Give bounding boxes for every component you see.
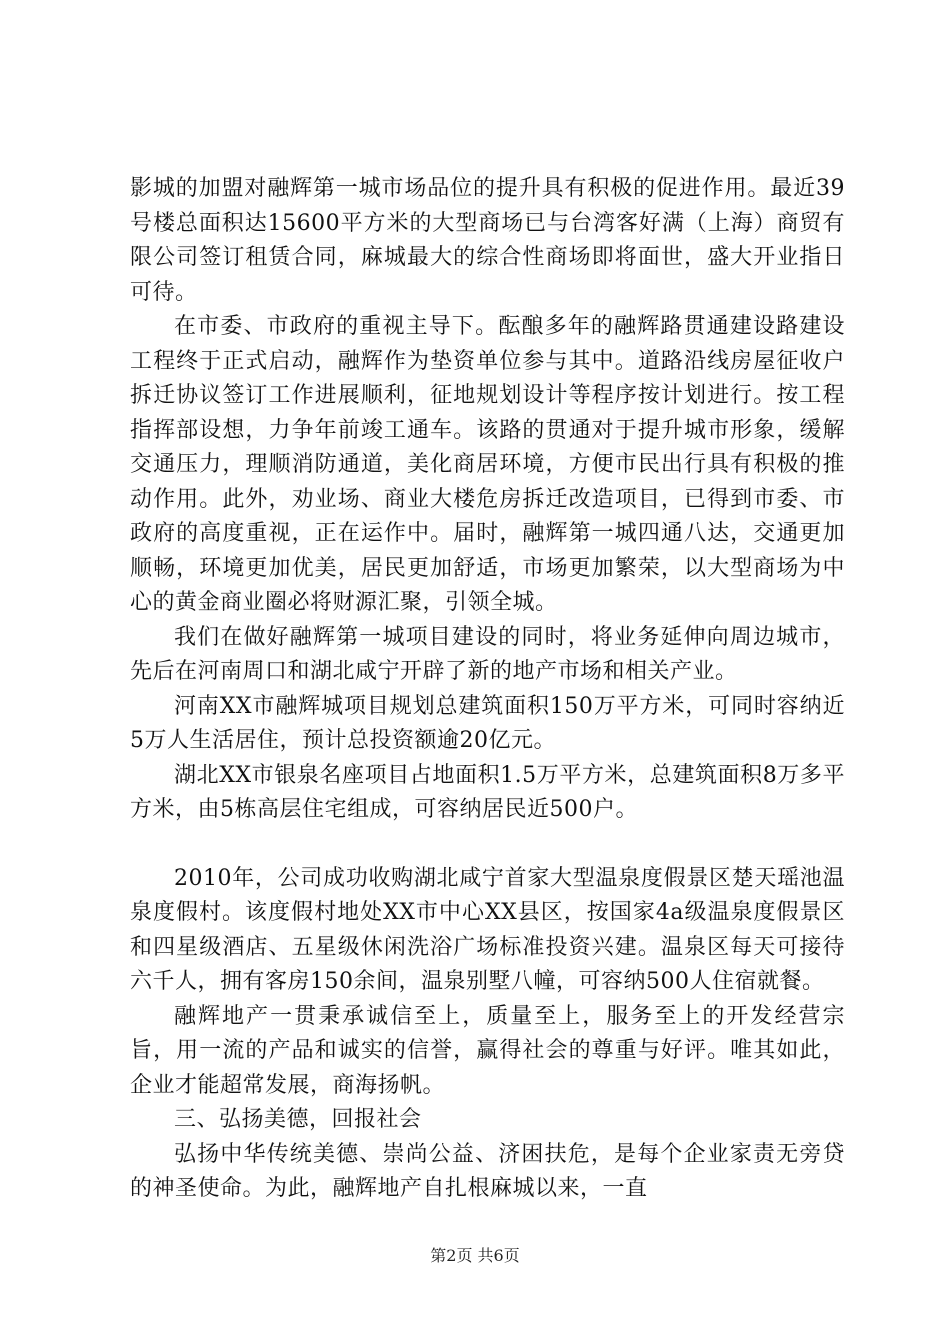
document-body [130, 172, 845, 1207]
paragraph-henan-project: 河南XX市融辉城项目规划总建筑面积150万平方米，可同时容纳近5万人生活居住，预计总投资额逾20亿元。 [130, 693, 845, 753]
paragraph-business-expansion: 我们在做好融辉第一城项目建设的同时，将业务延伸向周边城市，先后在河南周口和湖北咸宁开辟了新的地产市场和相关产业。 [130, 624, 845, 684]
section-heading: 三、弘扬美德，回报社会 [174, 1107, 422, 1132]
paragraph-cinema-mall: 影城的加盟对融辉第一城市场品位的提升具有积极的促进作用。最近39号楼总面积达15600平方米的大型商场已与台湾客好满（上海）商贸有限公司签订租赁合同，麻城最大的综合性商场即将面世，盛大开业指日可待。 [130, 176, 845, 305]
paragraph-hubei-project: 湖北XX市银泉名座项目占地面积1.5万平方米，总建筑面积8万多平方米，由5栋高层住宅组成，可容纳居民近500户。 [130, 762, 845, 822]
paragraph-hot-spring-resort: 2010年，公司成功收购湖北咸宁首家大型温泉度假景区楚天瑶池温泉度假村。该度假村地处XX市中心XX县区，按国家4a级温泉度假景区和四星级酒店、五星级休闲洗浴广场标准投资兴建。温泉区每天可接待六千人，拥有客房150余间，温泉别墅八幢，可容纳500人住宿就餐。 [130, 865, 845, 994]
paragraph-business-philosophy: 融辉地产一贯秉承诚信至上，质量至上，服务至上的开发经营宗旨，用一流的产品和诚实的信誉，赢得社会的尊重与好评。唯其如此，企业才能超常发展，商海扬帆。 [130, 1003, 845, 1098]
paragraph-social-responsibility: 弘扬中华传统美德、崇尚公益、济困扶危，是每个企业家责无旁贷的神圣使命。为此，融辉地产自扎根麻城以来，一直 [130, 1141, 845, 1201]
page-footer: 第2页 共6页 [430, 1246, 520, 1265]
paragraph-ronghui-road: 在市委、市政府的重视主导下。酝酿多年的融辉路贯通建设路建设工程终于正式启动，融辉作为垫资单位参与其中。道路沿线房屋征收户拆迁协议签订工作进展顺利，征地规划设计等程序按计划进行。按工程指挥部设想，力争年前竣工通车。该路的贯通对于提升城市形象，缓解交通压力，理顺消防通道，美化商居环境，方便市民出行具有积极的推动作用。此外，劝业场、商业大楼危房拆迁改造项目，已得到市委、市政府的高度重视，正在运作中。届时，融辉第一城四通八达，交通更加顺畅，环境更加优美，居民更加舒适，市场更加繁荣，以大型商场为中心的黄金商业圈必将财源汇聚，引领全城。 [130, 314, 845, 615]
